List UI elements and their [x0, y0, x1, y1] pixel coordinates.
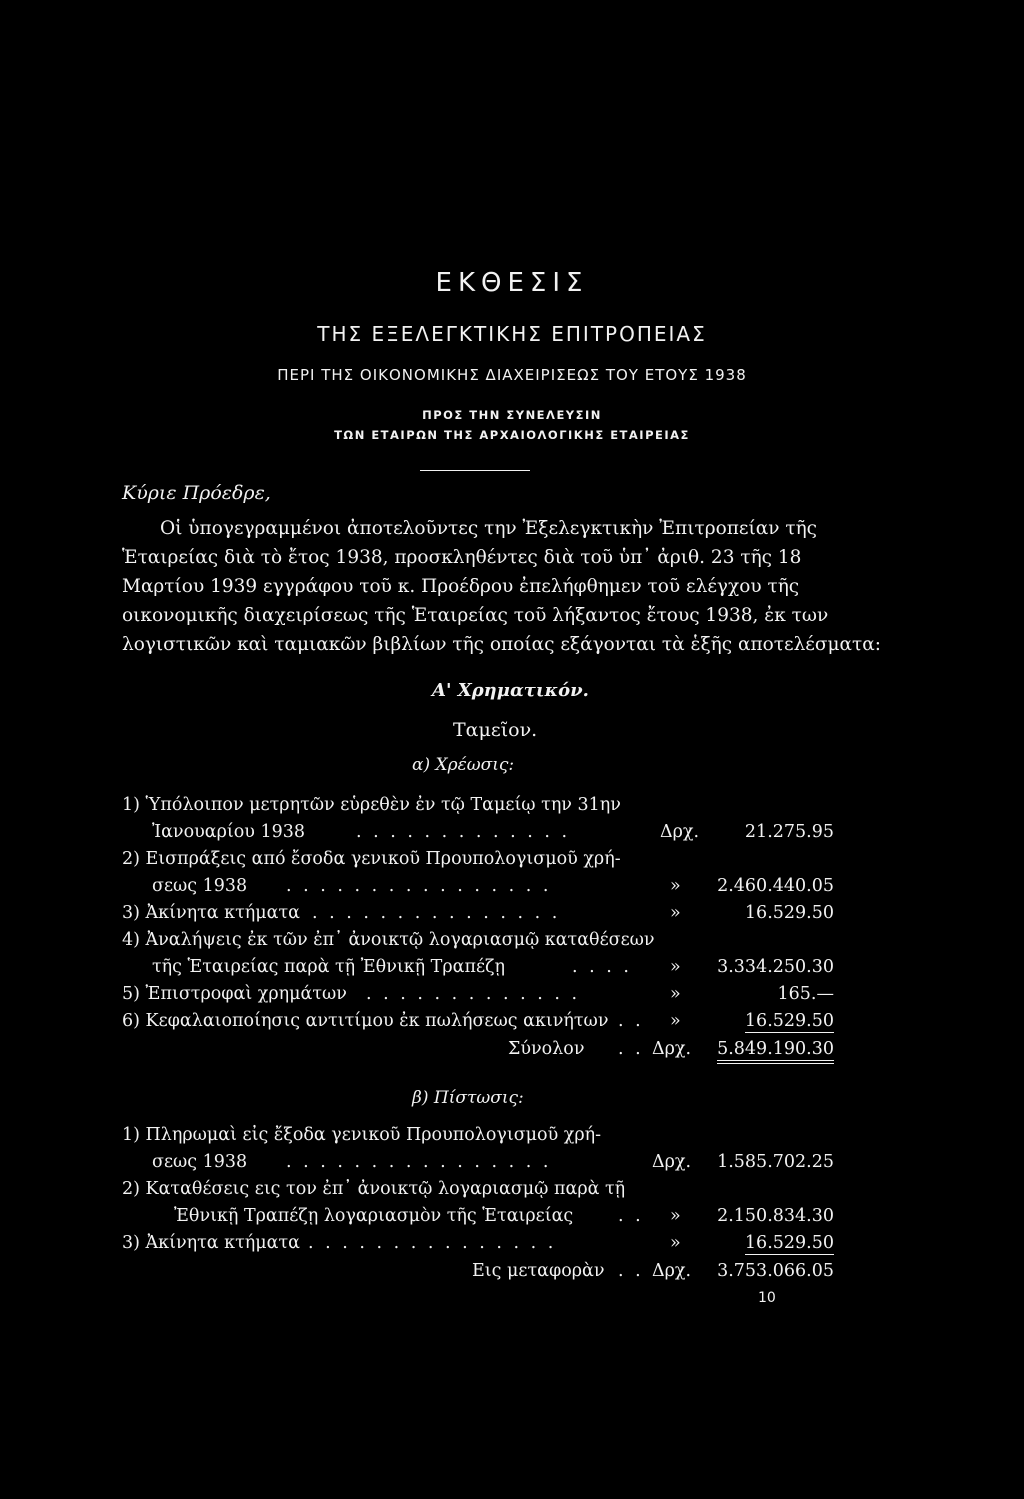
debit-item-5-text: 5) Ἐπιστροφαὶ χρημάτων [122, 984, 347, 1004]
debit-item-2-text-cont: σεως 1938 [152, 876, 248, 896]
debit-item-3-amount: 16.529.50 [744, 903, 834, 923]
addressee-line-2: ΤΩΝ ΕΤΑΙΡΩΝ ΤΗΣ ΑΡΧΑΙΟΛΟΓΙΚΗΣ ΕΤΑΙΡΕΙΑΣ [334, 428, 690, 442]
credit-item-2-amount: 2.150.834.30 [717, 1206, 834, 1226]
debit-item-1-text: 1) Ὑπόλοιπον μετρητῶν εὑρεθὲν ἐν τῷ Ταμείῳ την 31ην [122, 795, 621, 815]
credit-item-3-currency: » [670, 1233, 681, 1253]
credit-item-2-line-2 [122, 1206, 834, 1230]
debit-item-4-currency: » [670, 957, 681, 977]
header-divider [420, 470, 530, 471]
committee-title: ΤΗΣ ΕΞΕΛΕΓΚΤΙΚΗΣ ΕΠΙΤΡΟΠΕΙΑΣ [317, 322, 707, 346]
debit-item-6-amount: 16.529.50 [744, 1011, 834, 1031]
debit-item-2-text: 2) Εισπράξεις από ἔσοδα γενικοῦ Προυπολογισμοῦ χρή- [122, 849, 621, 869]
debit-item-3-currency: » [670, 903, 681, 923]
debit-item-1-currency: Δρχ. [660, 822, 700, 842]
section-title: Α' Χρηματικόν. [432, 680, 589, 701]
intro-line: Ἑταιρείας διὰ τὸ ἔτος 1938, προσκληθέντες διὰ τοῦ ὑπ᾿ ἀριθ. 23 τῆς 18 [122, 547, 802, 568]
leader-dots: . . . . . . . . . . . . . . . . [286, 1152, 552, 1172]
debit-item-1-line-1 [122, 795, 834, 819]
leader-dots: . . . . . . . . . . . . . . . [308, 1233, 557, 1253]
debit-item-1-amount: 21.275.95 [744, 822, 834, 842]
credit-item-1-text: 1) Πληρωμαὶ εἰς ἔξοδα γενικοῦ Προυπολογισμοῦ χρή- [122, 1125, 602, 1145]
debit-item-3-text: 3) Ἀκίνητα κτήματα [122, 903, 300, 923]
credit-item-1-amount: 1.585.702.25 [717, 1152, 834, 1172]
debit-total-amount: 5.849.190.30 [717, 1039, 834, 1064]
carry-forward-label: Εις μεταφορὰν [472, 1261, 605, 1281]
report-title: ΕΚΘΕΣΙΣ [435, 268, 589, 298]
leader-dots: . . [618, 1039, 644, 1059]
page-number: 10 [758, 1290, 776, 1306]
debit-item-1-line-2 [122, 822, 834, 846]
carry-forward-currency: Δρχ. [652, 1261, 692, 1281]
debit-total-currency: Δρχ. [652, 1039, 692, 1059]
credit-item-2-text-cont: Ἐθνικῇ Τραπέζῃ λογαριασμὸν τῆς Ἑταιρείας [174, 1206, 574, 1226]
debit-total-label: Σύνολον [508, 1039, 585, 1059]
debit-total [122, 1039, 834, 1063]
section-subtitle: Ταμεῖον. [453, 719, 538, 741]
credit-item-2-text: 2) Καταθέσεις εις τον ἐπ᾿ ἀνοικτῷ λογαριασμῷ παρὰ τῇ [122, 1179, 626, 1199]
debit-item-2-amount: 2.460.440.05 [717, 876, 834, 896]
intro-line: λογιστικῶν καὶ ταμιακῶν βιβλίων τῆς οποίας εξάγονται τὰ ἑξῆς αποτελέσματα: [122, 634, 881, 655]
credit-carry-forward [122, 1261, 834, 1285]
report-subject: ΠΕΡΙ ΤΗΣ ΟΙΚΟΝΟΜΙΚΗΣ ΔΙΑΧΕΙΡΙΣΕΩΣ ΤΟΥ ΕΤΟΥΣ 1938 [277, 366, 747, 384]
debit-item-5-currency: » [670, 984, 681, 1004]
credit-item-3-amount: 16.529.50 [744, 1233, 834, 1253]
salutation: Κύριε Πρόεδρε, [122, 482, 271, 504]
debit-item-3 [122, 903, 834, 927]
addressee-line-1: ΠΡΟΣ ΤΗΝ ΣΥΝΕΛΕΥΣΙΝ [422, 408, 602, 422]
debit-item-6 [122, 1011, 834, 1035]
credit-heading: β) Πίστωσις: [412, 1088, 524, 1108]
carry-forward-amount: 3.753.066.05 [717, 1261, 834, 1281]
debit-item-5 [122, 984, 834, 1008]
debit-item-1-text-cont: Ἰανουαρίου 1938 [152, 822, 305, 842]
debit-item-4-text-cont: τῆς Ἑταιρείας παρὰ τῇ Ἐθνικῇ Τραπέζῃ [152, 957, 505, 977]
credit-item-3-text: 3) Ἀκίνητα κτήματα [122, 1233, 300, 1253]
credit-item-2-line-1 [122, 1179, 834, 1203]
credit-item-2-currency: » [670, 1206, 681, 1226]
debit-item-4-text: 4) Ἀναλήψεις ἐκ τῶν ἐπ᾿ ἀνοικτῷ λογαριασμῷ καταθέσεων [122, 930, 655, 950]
leader-dots: . . [618, 1261, 644, 1281]
debit-item-2-currency: » [670, 876, 681, 896]
debit-item-2-line-2 [122, 876, 834, 900]
debit-item-4-line-2 [122, 957, 834, 981]
leader-dots: . . . . . . . . . . . . . [366, 984, 581, 1004]
intro-line: Οἱ ὑπογεγραμμένοι ἀποτελοῦντες την Ἐξελεγκτικὴν Ἐπιτροπείαν τῆς [160, 518, 818, 539]
credit-item-1-text-cont: σεως 1938 [152, 1152, 248, 1172]
debit-item-2-line-1 [122, 849, 834, 873]
leader-dots: . . [618, 1011, 644, 1031]
credit-item-1-currency: Δρχ. [652, 1152, 692, 1172]
intro-line: οικονομικῆς διαχειρίσεως τῆς Ἑταιρείας τοῦ λήξαντος ἔτους 1938, ἐκ των [122, 605, 829, 626]
debit-item-5-amount: 165.— [777, 984, 834, 1004]
debit-item-4-amount: 3.334.250.30 [717, 957, 834, 977]
leader-dots: . . . . [572, 957, 632, 977]
leader-dots: . . [618, 1206, 644, 1226]
debit-item-6-text: 6) Κεφαλαιοποίησις αντιτίμου ἐκ πωλήσεως ακινήτων [122, 1011, 609, 1031]
credit-item-1-line-2 [122, 1152, 834, 1176]
intro-line: Μαρτίου 1939 εγγράφου τοῦ κ. Προέδρου ἐπελήφθημεν τοῦ ελέγχου τῆς [122, 576, 800, 597]
debit-item-4-line-1 [122, 930, 834, 954]
debit-heading: α) Χρέωσις: [412, 755, 515, 775]
leader-dots: . . . . . . . . . . . . . . . [312, 903, 561, 923]
leader-dots: . . . . . . . . . . . . . [356, 822, 571, 842]
leader-dots: . . . . . . . . . . . . . . . . [286, 876, 552, 896]
credit-item-3 [122, 1233, 834, 1257]
debit-item-6-currency: » [670, 1011, 681, 1031]
credit-item-1-line-1 [122, 1125, 834, 1149]
